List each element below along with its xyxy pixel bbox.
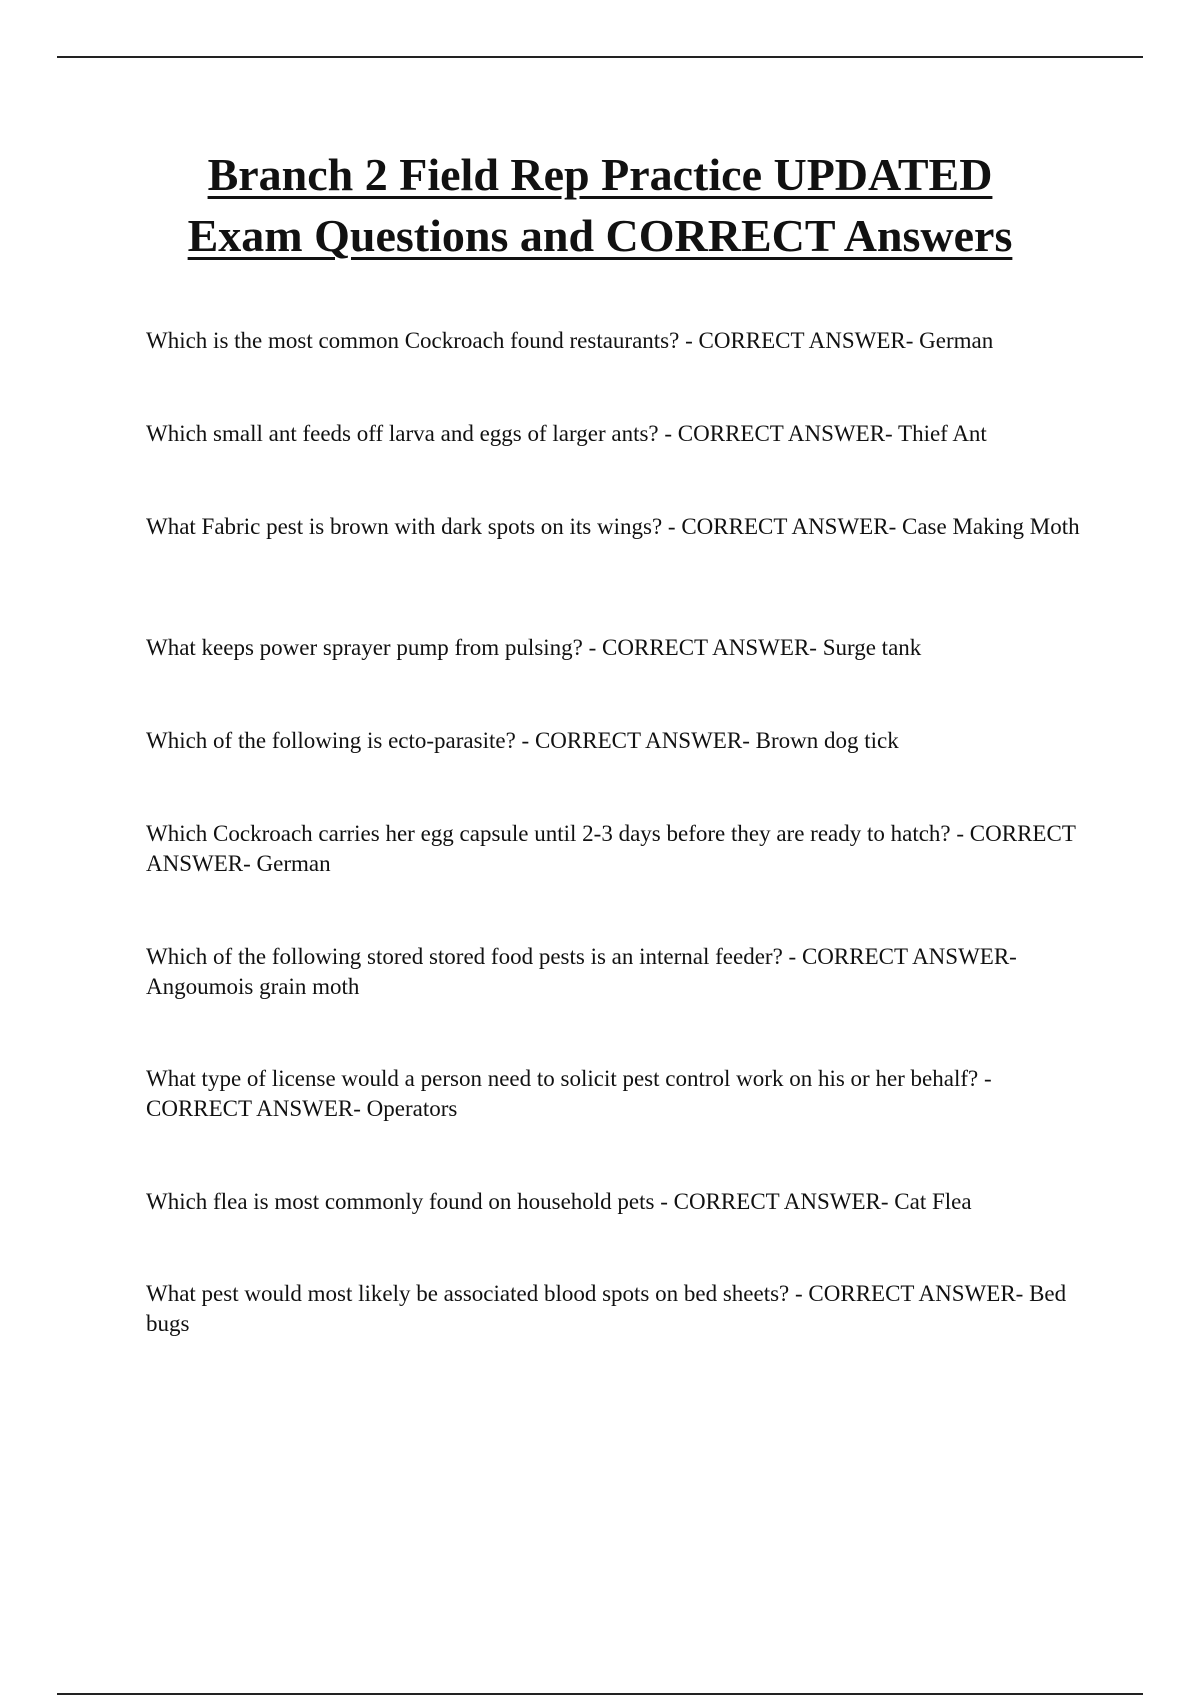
qa-item-1: Which is the most common Cockroach found restaurants? - CORRECT ANSWER- German xyxy=(146,328,994,353)
qa-item-8: What type of license would a person need to solicit pest control work on his or her behalf? - CORRECT ANSWER- Operators xyxy=(146,1066,992,1121)
qa-item-5: Which of the following is ecto-parasite? - CORRECT ANSWER- Brown dog tick xyxy=(146,728,899,753)
title-line-2: Exam Questions and CORRECT Answers xyxy=(187,210,1013,261)
title-line-1: Branch 2 Field Rep Practice UPDATED xyxy=(207,149,993,200)
qa-item-9: Which flea is most commonly found on household pets - CORRECT ANSWER- Cat Flea xyxy=(146,1189,972,1214)
qa-item-6: Which Cockroach carries her egg capsule until 2-3 days before they are ready to hatch? - CORRECT ANSWER- German xyxy=(146,821,1076,876)
qa-item-4: What keeps power sprayer pump from pulsing? - CORRECT ANSWER- Surge tank xyxy=(146,635,922,660)
qa-item-7: Which of the following stored stored food pests is an internal feeder? - CORRECT ANSWER- Angoumois grain moth xyxy=(146,944,1017,999)
qa-item-10: What pest would most likely be associated blood spots on bed sheets? - CORRECT ANSWER- Bed bugs xyxy=(146,1281,1067,1336)
header-divider xyxy=(57,56,1143,58)
footer-divider xyxy=(57,1693,1143,1695)
document-title xyxy=(0,144,1200,266)
qa-item-3: What Fabric pest is brown with dark spots on its wings? - CORRECT ANSWER- Case Making Moth xyxy=(146,514,1080,539)
qa-item-2: Which small ant feeds off larva and eggs of larger ants? - CORRECT ANSWER- Thief Ant xyxy=(146,421,987,446)
